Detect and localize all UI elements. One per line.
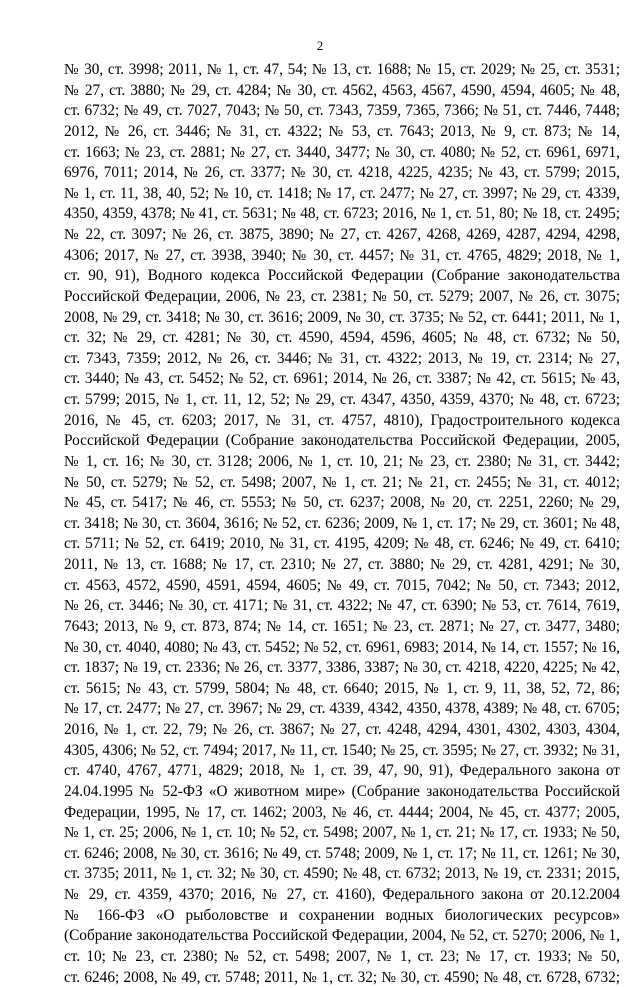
text-line: ст. 7343, 7359; 2012, № 26, ст. 3446; № 31, ст. 4322; 2013, № 19, ст. 2314; № 27, xyxy=(64,349,620,370)
text-line: ст. 1663; № 23, ст. 2881; № 27, ст. 3440, 3477; № 30, ст. 4080; № 52, ст. 6961, 6971, xyxy=(64,143,620,164)
text-line: 2008, № 29, ст. 3418; № 30, ст. 3616; 2009, № 30, ст. 3735; № 52, ст. 6441; 2011, № 1, xyxy=(64,308,620,329)
text-line: 2011, № 13, ст. 1688; № 17, ст. 2310; № 27, ст. 3880; № 29, ст. 4281, 4291; № 30, xyxy=(64,555,620,576)
text-line: № 30, ст. 3998; 2011, № 1, ст. 47, 54; № 13, ст. 1688; № 15, ст. 2029; № 25, ст. 3531; xyxy=(64,60,620,81)
text-line: ст. 6246; 2008, № 30, ст. 3616; № 49, ст. 5748; 2009, № 1, ст. 17; № 11, ст. 1261; № 30, xyxy=(64,844,620,865)
text-line: ст. 3418; № 30, ст. 3604, 3616; № 52, ст. 6236; 2009, № 1, ст. 17; № 29, ст. 3601; № 48, xyxy=(64,514,620,535)
text-line: ст. 6246; 2008, № 49, ст. 5748; 2011, № 1, ст. 32; № 30, ст. 4590; № 48, ст. 6728, 6732; xyxy=(64,968,620,988)
text-line: ст. 5799; 2015, № 1, ст. 11, 12, 52; № 29, ст. 4347, 4350, 4359, 4370; № 48, ст. 6723; xyxy=(64,390,620,411)
text-line: Российской Федерации, 2006, № 23, ст. 2381; № 50, ст. 5279; 2007, № 26, ст. 3075; xyxy=(64,287,620,308)
body-text xyxy=(64,60,620,988)
text-line: ст. 1837; № 19, ст. 2336; № 26, ст. 3377, 3386, 3387; № 30, ст. 4218, 4220, 4225; № 42, xyxy=(64,658,620,679)
text-line: ст. 4563, 4572, 4590, 4591, 4594, 4605; № 49, ст. 7015, 7042; № 50, ст. 7343; 2012, xyxy=(64,576,620,597)
text-line: (Собрание законодательства Российской Федерации, 2004, № 52, ст. 5270; 2006, № 1, xyxy=(64,926,620,947)
text-line: 24.04.1995 № 52-ФЗ «О животном мире» (Собрание законодательства Российской xyxy=(64,782,620,803)
text-line: 4305, 4306; № 52, ст. 7494; 2017, № 11, ст. 1540; № 25, ст. 3595; № 27, ст. 3932; № 31, xyxy=(64,741,620,762)
text-line: № 45, ст. 5417; № 46, ст. 5553; № 50, ст. 6237; 2008, № 20, ст. 2251, 2260; № 29, xyxy=(64,493,620,514)
text-line: ст. 32; № 29, ст. 4281; № 30, ст. 4590, 4594, 4596, 4605; № 48, ст. 6732; № 50, xyxy=(64,328,620,349)
text-line: Российской Федерации (Собрание законодательства Российской Федерации, 2005, xyxy=(64,431,620,452)
text-line: ст. 5711; № 52, ст. 6419; 2010, № 31, ст. 4195, 4209; № 48, ст. 6246; № 49, ст. 6410; xyxy=(64,534,620,555)
text-line: 2012, № 26, ст. 3446; № 31, ст. 4322; № 53, ст. 7643; 2013, № 9, ст. 873; № 14, xyxy=(64,122,620,143)
text-line: № 17, ст. 2477; № 27, ст. 3967; № 29, ст. 4339, 4342, 4350, 4378, 4389; № 48, ст. 6705; xyxy=(64,699,620,720)
text-line: 6976, 7011; 2014, № 26, ст. 3377; № 30, ст. 4218, 4225, 4235; № 43, ст. 5799; 2015, xyxy=(64,163,620,184)
text-line: 2016, № 45, ст. 6203; 2017, № 31, ст. 4757, 4810), Градостроительного кодекса xyxy=(64,411,620,432)
text-line: № 1, ст. 25; 2006, № 1, ст. 10; № 52, ст. 5498; 2007, № 1, ст. 21; № 17, ст. 1933; № 50, xyxy=(64,823,620,844)
text-line: № 26, ст. 3446; № 30, ст. 4171; № 31, ст. 4322; № 47, ст. 6390; № 53, ст. 7614, 7619, xyxy=(64,596,620,617)
text-line: № 166-ФЗ «О рыболовстве и сохранении водных биологических ресурсов» xyxy=(64,906,620,927)
text-line: ст. 6732; № 49, ст. 7027, 7043; № 50, ст. 7343, 7359, 7365, 7366; № 51, ст. 7446, 7448; xyxy=(64,101,620,122)
text-line: ст. 90, 91), Водного кодекса Российской Федерации (Собрание законодательства xyxy=(64,266,620,287)
text-line: № 27, ст. 3880; № 29, ст. 4284; № 30, ст. 4562, 4563, 4567, 4590, 4594, 4605; № 48, xyxy=(64,81,620,102)
text-line: 4306; 2017, № 27, ст. 3938, 3940; № 30, ст. 4457; № 31, ст. 4765, 4829; 2018, № 1, xyxy=(64,246,620,267)
text-line: № 29, ст. 4359, 4370; 2016, № 27, ст. 4160), Федерального закона от 20.12.2004 xyxy=(64,885,620,906)
text-line: № 50, ст. 5279; № 52, ст. 5498; 2007, № 1, ст. 21; № 21, ст. 2455; № 31, ст. 4012; xyxy=(64,473,620,494)
text-line: 2016, № 1, ст. 22, 79; № 26, ст. 3867; № 27, ст. 4248, 4294, 4301, 4302, 4303, 4304, xyxy=(64,720,620,741)
text-line: Федерации, 1995, № 17, ст. 1462; 2003, № 46, ст. 4444; 2004, № 45, ст. 4377; 2005, xyxy=(64,803,620,824)
text-line: ст. 5615; № 43, ст. 5799, 5804; № 48, ст. 6640; 2015, № 1, ст. 9, 11, 38, 52, 72, 86; xyxy=(64,679,620,700)
text-line: ст. 10; № 23, ст. 2380; № 52, ст. 5498; 2007, № 1, ст. 23; № 17, ст. 1933; № 50, xyxy=(64,947,620,968)
text-line: № 1, ст. 11, 38, 40, 52; № 10, ст. 1418; № 17, ст. 2477; № 27, ст. 3997; № 29, ст. 4339, xyxy=(64,184,620,205)
text-line: ст. 3735; 2011, № 1, ст. 32; № 30, ст. 4590; № 48, ст. 6732; 2013, № 19, ст. 2331; 2015, xyxy=(64,864,620,885)
text-line: 7643; 2013, № 9, ст. 873, 874; № 14, ст. 1651; № 23, ст. 2871; № 27, ст. 3477, 3480; xyxy=(64,617,620,638)
text-line: № 30, ст. 4040, 4080; № 43, ст. 5452; № 52, ст. 6961, 6983; 2014, № 14, ст. 1557; № 16, xyxy=(64,638,620,659)
text-line: ст. 3440; № 43, ст. 5452; № 52, ст. 6961; 2014, № 26, ст. 3387; № 42, ст. 5615; № 43, xyxy=(64,369,620,390)
text-line: ст. 4740, 4767, 4771, 4829; 2018, № 1, ст. 39, 47, 90, 91), Федерального закона от xyxy=(64,761,620,782)
page-number: 2 xyxy=(0,38,640,54)
text-line: № 1, ст. 16; № 30, ст. 3128; 2006, № 1, ст. 10, 21; № 23, ст. 2380; № 31, ст. 3442; xyxy=(64,452,620,473)
text-line: № 22, ст. 3097; № 26, ст. 3875, 3890; № 27, ст. 4267, 4268, 4269, 4287, 4294, 4298, xyxy=(64,225,620,246)
text-line: 4350, 4359, 4378; № 41, ст. 5631; № 48, ст. 6723; 2016, № 1, ст. 51, 80; № 18, ст. 2495; xyxy=(64,204,620,225)
